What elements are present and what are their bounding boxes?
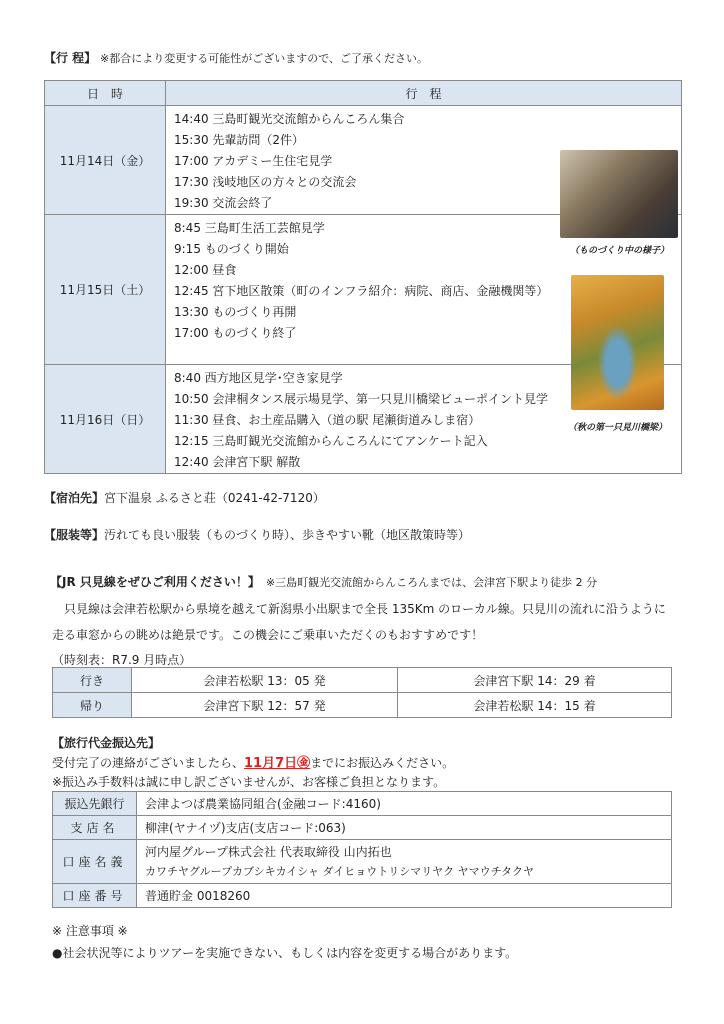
branch-label: 支店名 [53,816,137,840]
timetable-note: （時刻表：R7.9 月時点） [52,653,192,667]
timetable-label: 帰り [53,693,132,718]
payment-deadline: 11月7日㊎ [244,756,311,771]
bank-label: 振込先銀行 [53,792,137,816]
jr-heading-line [50,573,597,590]
holder-value: 河内屋グループ株式会社 代表取締役 山内拓也 [145,844,392,859]
schedule-item: 12:15 三島町観光交流館からんころんにてアンケート記入 [174,434,488,448]
bank-value: 会津よつば農業協同組合(金融コード:4160) [137,792,672,816]
timetable-depart: 会津宮下駅 12：57 発 [132,693,398,718]
schedule-item: 17:00 ものづくり終了 [174,326,297,340]
timetable-arrive: 会津宮下駅 14：29 着 [398,668,672,693]
timetable-label: 行き [53,668,132,693]
schedule-item: 9:15 ものづくり開始 [174,242,289,256]
schedule-item: 12:45 宮下地区散策（町のインフラ紹介：病院、商店、金融機関等） [174,284,549,298]
photo1-caption: （ものづくり中の様子） [570,246,670,256]
schedule-item: 12:00 昼食 [174,263,237,277]
day-date: 11月16日（日） [45,365,166,474]
col-plan-header: 行 程 [166,81,682,106]
schedule-item: 10:50 会津桐タンス展示場見学、第一只見川橋梁ビューポイント見学 [174,392,549,406]
schedule-item: 19:30 交流会終了 [174,196,273,210]
number-value: 普通貯金 0018260 [137,884,672,908]
timetable-depart: 会津若松駅 13：05 発 [132,668,398,693]
payment-text: 受付完了の連絡がございましたら、 [52,756,245,770]
clothing-value: 汚れても良い服装（ものづくり時）、歩きやすい靴（地区散策時等） [104,528,471,542]
jr-paragraph-2: 走る車窓からの眺めは絶景です。この機会にご乗車いただくのもおすすめです！ [52,628,484,642]
schedule-item: 17:00 アカデミー生住宅見学 [174,154,333,168]
schedule-item: 13:30 ものづくり再開 [174,305,297,319]
holder-label: 口座名義 [53,840,137,884]
table-row [53,884,672,908]
table-row [53,693,672,718]
timetable-arrive: 会津若松駅 14：15 着 [398,693,672,718]
table-row [53,792,672,816]
day-date: 11月14日（金） [45,106,166,215]
schedule-item: 12:40 会津宮下駅 解散 [174,455,301,469]
branch-value: 柳津(ヤナイヅ)支店(支店コード:063) [137,816,672,840]
table-row [53,840,672,884]
schedule-note: ※都合により変更する可能性がございますので、ご了承ください。 [100,52,429,65]
payment-line-1 [52,752,454,771]
photo2-caption: （秋の第一只見川橋梁） [568,423,668,433]
notes-item: ●社会状況等によりツアーを実施できない、もしくは内容を変更する場合があります。 [52,946,518,960]
notes-heading: ※ 注意事項 ※ [52,924,128,938]
table-row [53,816,672,840]
schedule-item: 11:30 昼食、お土産品購入（道の駅 尾瀬街道みしま宿） [174,413,481,427]
schedule-item: 8:45 三島町生活工芸館見学 [174,221,325,235]
workshop-photo [560,150,678,238]
schedule-heading-line [44,49,428,66]
clothing [44,526,470,543]
payment-text: までにお振込みください。 [310,756,455,770]
payment-heading: 【旅行代金振込先】 [52,736,161,750]
jr-paragraph-1: 只見線は会津若松駅から県境を越えて新潟県小出駅まで全長 135Km のローカル線。只見川の流れに沿うように [52,602,666,616]
jr-heading: 【JR 只見線をぜひご利用ください！】 [50,575,254,589]
schedule-item: 17:30 浅岐地区の方々との交流会 [174,175,357,189]
holder-kana: カワチヤグループカブシキカイシャ ダイヒョウトリシマリヤク ヤマウチタクヤ [145,864,535,878]
schedule-item: 15:30 先輩訪問（2件） [174,133,305,147]
timetable [52,667,672,718]
bank-table [52,791,672,908]
schedule-item: 8:40 西方地区見学･空き家見学 [174,371,343,385]
schedule-item: 14:40 三島町観光交流館からんころん集合 [174,112,405,126]
clothing-label: 【服装等】 [44,528,105,542]
table-row [53,668,672,693]
schedule-heading: 【行 程】 [44,51,97,65]
lodging-value: 宮下温泉 ふるさと荘（0241-42-7120） [104,491,325,505]
number-label: 口座番号 [53,884,137,908]
lodging [44,489,325,506]
payment-line-2: ※振込み手数料は誠に申し訳ございませんが、お客様ご負担となります。 [52,775,446,789]
lodging-label: 【宿泊先】 [44,491,105,505]
col-date-header: 日 時 [45,81,166,106]
day-date: 11月15日（土） [45,215,166,365]
jr-note: ※三島町観光交流館からんころんまでは、会津宮下駅より徒歩 2 分 [265,576,598,589]
bridge-photo [571,275,664,410]
